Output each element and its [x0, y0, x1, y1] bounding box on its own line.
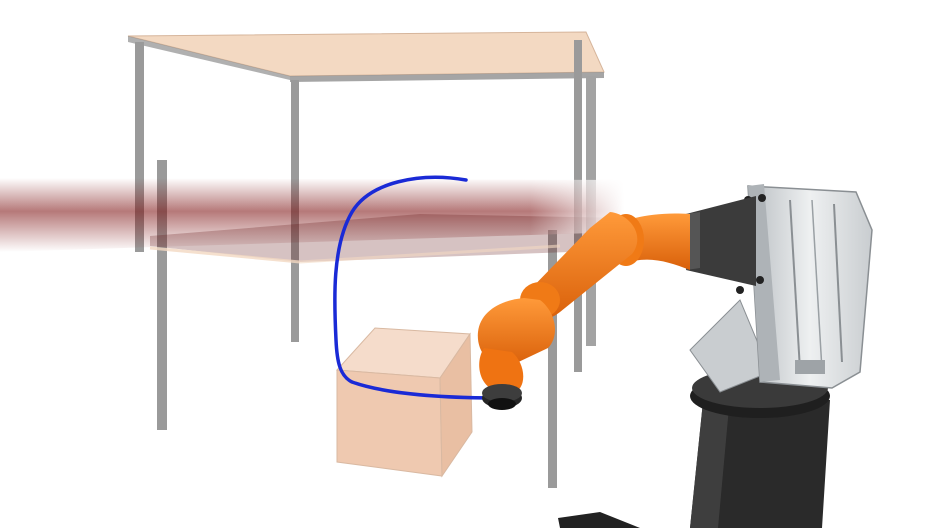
box	[337, 328, 472, 476]
obstacle-plane	[0, 178, 624, 262]
box-front	[337, 370, 442, 476]
robot-base	[558, 368, 830, 528]
